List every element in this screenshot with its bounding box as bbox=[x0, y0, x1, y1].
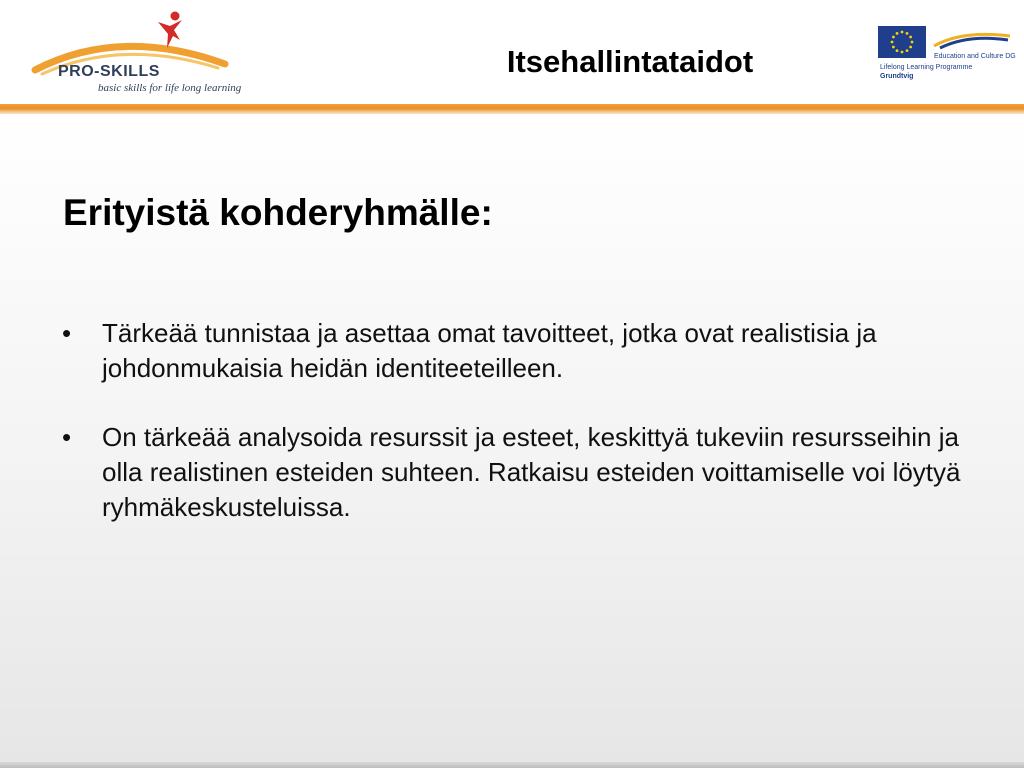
bullet-text: On tärkeää analysoida resurssit ja esteet, keskittyä tukeviin resursseihin ja olla realistinen esteiden suhteen. Ratkaisu esteiden voittamiselle voi löytyä ryhmäkeskusteluissa. bbox=[102, 422, 961, 522]
bullet-icon: • bbox=[62, 422, 72, 452]
eu-dg-label: Education and Culture DG bbox=[934, 53, 1016, 60]
swoosh-icon bbox=[932, 28, 1012, 50]
eu-grundtvig-label: Grundtvig bbox=[880, 73, 914, 80]
eu-flag-icon bbox=[878, 26, 926, 58]
logo-name: PRO-SKILLS bbox=[58, 63, 160, 80]
bullet-icon: • bbox=[62, 318, 72, 348]
eu-programme-label: Lifelong Learning Programme bbox=[880, 64, 973, 71]
header-title: Itsehallintataidot bbox=[506, 44, 754, 79]
bullet-item bbox=[62, 420, 962, 525]
slide-heading: Erityistä kohderyhmälle: bbox=[63, 192, 493, 233]
eu-programme-logo bbox=[878, 26, 1018, 86]
header-divider-bar bbox=[0, 104, 1024, 114]
slide-header bbox=[0, 0, 1024, 104]
bullet-list bbox=[62, 316, 962, 559]
bullet-item bbox=[62, 316, 962, 386]
bottom-edge bbox=[0, 762, 1024, 768]
logo-tagline: basic skills for life long learning bbox=[98, 82, 242, 94]
slide-body bbox=[0, 114, 1024, 768]
figure-icon bbox=[158, 12, 182, 49]
bullet-text: Tärkeää tunnistaa ja asettaa omat tavoitteet, jotka ovat realistisia ja johdonmukaisia heidän identiteeteilleen. bbox=[102, 318, 877, 383]
